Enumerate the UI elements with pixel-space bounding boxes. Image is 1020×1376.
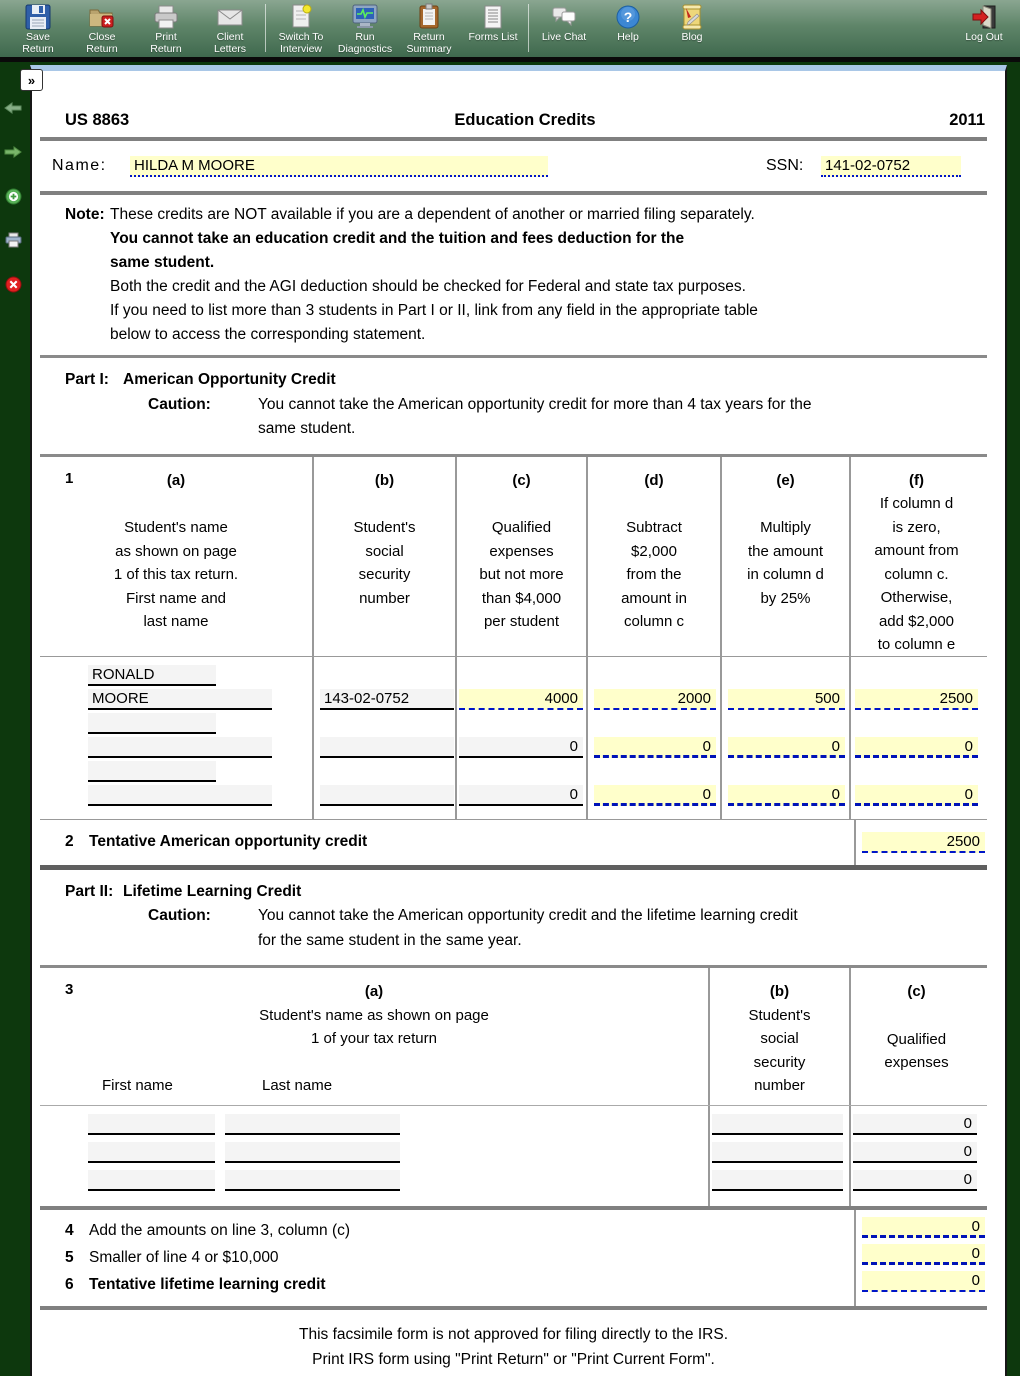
run-diagnostics-label: Run Diagnostics: [337, 30, 393, 56]
note-line: below to access the corresponding statement.: [110, 326, 426, 343]
column-divider: [586, 657, 588, 819]
back-arrow-icon[interactable]: [3, 98, 23, 118]
p1-student1-col-c-field[interactable]: 4000: [459, 689, 583, 710]
ssn-label: SSN:: [766, 157, 804, 174]
p1-student3-ssn-field[interactable]: [320, 785, 454, 806]
taxpayer-name-field[interactable]: HILDA M MOORE: [130, 156, 548, 177]
return-summary-label: Return Summary: [406, 30, 452, 56]
part1-heading: [40, 358, 987, 454]
p2-row3-first-name-field[interactable]: [88, 1170, 215, 1191]
close-return-button[interactable]: [70, 2, 134, 56]
taxpayer-ssn-field[interactable]: 141-02-0752: [821, 156, 961, 177]
switch-to-interview-button[interactable]: [269, 2, 333, 56]
svg-text:?: ?: [623, 9, 633, 25]
p2-row3-expenses-field[interactable]: 0: [853, 1170, 977, 1191]
close-return-label: Close Return: [86, 30, 118, 56]
forms-list-button[interactable]: [461, 2, 525, 56]
form-nav-sidebar: [0, 98, 30, 294]
client-letters-label: Client Letters: [213, 30, 247, 56]
p1-student2-col-f-field[interactable]: 0: [855, 737, 978, 758]
log-out-door-icon: [970, 3, 998, 31]
p1-student3-col-d-field[interactable]: 0: [594, 785, 716, 806]
line6-amount-field[interactable]: 0: [862, 1271, 985, 1292]
live-chat-label: Live Chat: [541, 31, 587, 43]
forms-list-label: Forms List: [468, 31, 518, 43]
print-return-label: Print Return: [150, 30, 182, 56]
part2-col-a-header: 3 (a) Student's name as shown on page 1 of your tax return First name Last name: [40, 968, 708, 1105]
p2-row1-last-name-field[interactable]: [225, 1114, 400, 1135]
note-label: Note:: [65, 206, 105, 223]
part1-caution-text: You cannot take the American opportunity credit for more than 4 tax years for the same student.: [258, 395, 812, 437]
part2-table-header: [40, 968, 987, 1106]
line4-amount-field[interactable]: 0: [862, 1217, 985, 1238]
form-title-row: [40, 71, 987, 137]
p1-student2-ssn-field[interactable]: [320, 737, 454, 758]
note-line-bold: You cannot take an education credit and the tuition and fees deduction for the same student.: [110, 230, 685, 271]
p1-student2-col-c-field[interactable]: 0: [459, 737, 583, 758]
p1-student1-col-f-field[interactable]: 2500: [855, 689, 978, 710]
line5-label: Smaller of line 4 or $10,000: [89, 1248, 279, 1266]
p2-row3-ssn-field[interactable]: [712, 1170, 843, 1191]
p2-row2-last-name-field[interactable]: [225, 1142, 400, 1163]
line4-label: Add the amounts on line 3, column (c): [89, 1221, 351, 1239]
part2-lines-4-6: [40, 1210, 987, 1306]
return-summary-button[interactable]: [397, 2, 461, 56]
print-form-icon[interactable]: [3, 230, 23, 250]
blog-button[interactable]: [660, 2, 724, 56]
chat-bubbles-icon: [549, 3, 579, 31]
client-letters-button[interactable]: [198, 2, 262, 56]
part2-student-rows: [40, 1106, 987, 1206]
p1-student1-col-e-field[interactable]: 500: [728, 689, 845, 710]
part1-col-a-header: 1 (a) Student's name as shown on page 1 of this tax return. First name and last name: [40, 457, 312, 656]
p1-student2-col-e-field[interactable]: 0: [728, 737, 845, 758]
p1-student3-last-name-field[interactable]: [88, 785, 272, 806]
help-icon: [615, 3, 641, 31]
line2-number: 2: [65, 833, 74, 850]
disclaimer-line2: Print IRS form using "Print Return" or "Print Current Form".: [312, 1351, 715, 1368]
p2-row2-expenses-field[interactable]: 0: [853, 1142, 977, 1163]
envelope-icon: [215, 3, 245, 31]
last-name-column-label: Last name: [262, 1076, 333, 1094]
clipboard-icon: [415, 3, 443, 31]
part2-col-b-header: (b) Student's social security number: [708, 968, 849, 1105]
p2-row1-first-name-field[interactable]: [88, 1114, 215, 1135]
log-out-label: Log Out: [965, 31, 1003, 43]
note-line: Both the credit and the AGI deduction should be checked for Federal and state tax purposes.: [110, 278, 746, 295]
line5-number: 5: [65, 1248, 74, 1266]
line4-number: 4: [65, 1221, 74, 1239]
sidebar-collapse-tab[interactable]: »: [20, 69, 43, 91]
live-chat-button[interactable]: [532, 2, 596, 56]
help-button[interactable]: [596, 2, 660, 56]
forward-arrow-icon[interactable]: [3, 142, 23, 162]
part2-label: Part II:: [65, 882, 114, 900]
part2-caution-text: You cannot take the American opportunity credit and the lifetime learning credit for the same student in the same year.: [258, 907, 798, 949]
p1-student1-ssn-field[interactable]: 143-02-0752: [320, 689, 454, 710]
run-diagnostics-button[interactable]: [333, 2, 397, 56]
disclaimer-line1: This facsimile form is not approved for filing directly to the IRS.: [299, 1326, 728, 1343]
line2-label: Tentative American opportunity credit: [89, 833, 368, 850]
part1-line2-row: [40, 819, 987, 865]
part1-col-f-header: (f) If column d is zero, amount from column c. Otherwise, add $2,000 to column e: [849, 457, 982, 656]
column-divider: [455, 657, 457, 819]
column-divider: [849, 657, 851, 819]
print-return-button[interactable]: [134, 2, 198, 56]
part1-col-b-header: (b) Student's social security number: [312, 457, 455, 656]
p1-student2-first-name-field[interactable]: [88, 713, 216, 734]
close-form-icon[interactable]: [3, 274, 23, 294]
part1-student-rows: [40, 657, 987, 819]
note-block: [40, 195, 987, 355]
p1-student3-col-c-field[interactable]: 0: [459, 785, 583, 806]
part2-col-c-header: (c) Qualified expenses: [849, 968, 982, 1105]
part1-table-header: [40, 457, 987, 657]
log-out-button[interactable]: [952, 2, 1016, 56]
part2-caution-label: Caution:: [148, 907, 211, 924]
part2-title: Lifetime Learning Credit: [123, 882, 302, 900]
p1-student2-last-name-field[interactable]: [88, 737, 272, 758]
printer-icon: [152, 3, 180, 31]
line1-number: 1: [65, 469, 74, 487]
line5-amount-field[interactable]: 0: [862, 1244, 985, 1265]
p1-student1-col-d-field[interactable]: 2000: [594, 689, 716, 710]
p2-row3-last-name-field[interactable]: [225, 1170, 400, 1191]
content-region: [0, 62, 1020, 1376]
part1-label: Part I:: [65, 371, 109, 388]
blog-label: Blog: [681, 31, 703, 43]
line6-number: 6: [65, 1275, 74, 1293]
p1-student1-last-name-field[interactable]: MOORE: [88, 689, 272, 710]
part1-col-d-header: (d) Subtract $2,000 from the amount in column c: [586, 457, 720, 656]
toolbar: [0, 0, 1020, 57]
form-year: 2011: [949, 111, 985, 129]
form-8863-panel: [30, 65, 1007, 1376]
part1-col-e-header: (e) Multiply the amount in column d by 25%: [720, 457, 849, 656]
toolbar-separator: [528, 4, 529, 52]
column-divider: [708, 1106, 710, 1206]
save-return-label: Save Return: [22, 30, 54, 56]
taxpayer-row: [40, 141, 987, 191]
switch-to-interview-label: Switch To Interview: [278, 30, 324, 56]
save-return-button[interactable]: [6, 2, 70, 56]
line2-amount-field[interactable]: 2500: [862, 832, 985, 853]
p1-student3-first-name-field[interactable]: [88, 761, 216, 782]
part1-title: American Opportunity Credit: [123, 371, 336, 388]
line3-number: 3: [65, 981, 74, 998]
part1-col-c-header: (c) Qualified expenses but not more than $4,000 per student: [455, 457, 586, 656]
blog-scroll-icon: [678, 3, 706, 31]
part1-caution-label: Caution:: [148, 395, 211, 413]
p1-student1-first-name-field[interactable]: RONALD: [88, 665, 216, 686]
p2-row1-expenses-field[interactable]: 0: [853, 1114, 977, 1135]
first-name-column-label: First name: [102, 1076, 173, 1094]
p2-row2-first-name-field[interactable]: [88, 1142, 215, 1163]
part2-heading: [40, 870, 987, 966]
forms-list-icon: [480, 3, 506, 31]
toolbar-separator: [265, 4, 266, 52]
p2-row1-ssn-field[interactable]: [712, 1114, 843, 1135]
interview-page-icon: [287, 3, 315, 31]
p1-student3-col-e-field[interactable]: 0: [728, 785, 845, 806]
close-folder-icon: [88, 3, 116, 31]
help-label: Help: [617, 31, 639, 43]
column-divider: [720, 657, 722, 819]
add-form-icon[interactable]: [3, 186, 23, 206]
form-number: US 8863: [65, 111, 130, 129]
facsimile-disclaimer: [40, 1310, 987, 1372]
p1-student3-col-f-field[interactable]: 0: [855, 785, 978, 806]
note-line: These credits are NOT available if you are a dependent of another or married filing separately.: [110, 206, 755, 223]
name-label: Name:: [52, 157, 107, 174]
column-divider: [312, 657, 314, 819]
form-title: Education Credits: [454, 111, 596, 129]
column-divider: [849, 1106, 851, 1206]
p2-row2-ssn-field[interactable]: [712, 1142, 843, 1163]
diagnostics-monitor-icon: [350, 3, 380, 31]
floppy-disk-icon: [24, 3, 52, 31]
line6-label: Tentative lifetime learning credit: [89, 1275, 326, 1293]
p1-student2-col-d-field[interactable]: 0: [594, 737, 716, 758]
note-line: If you need to list more than 3 students in Part I or II, link from any field in the appropriate table: [110, 302, 758, 319]
